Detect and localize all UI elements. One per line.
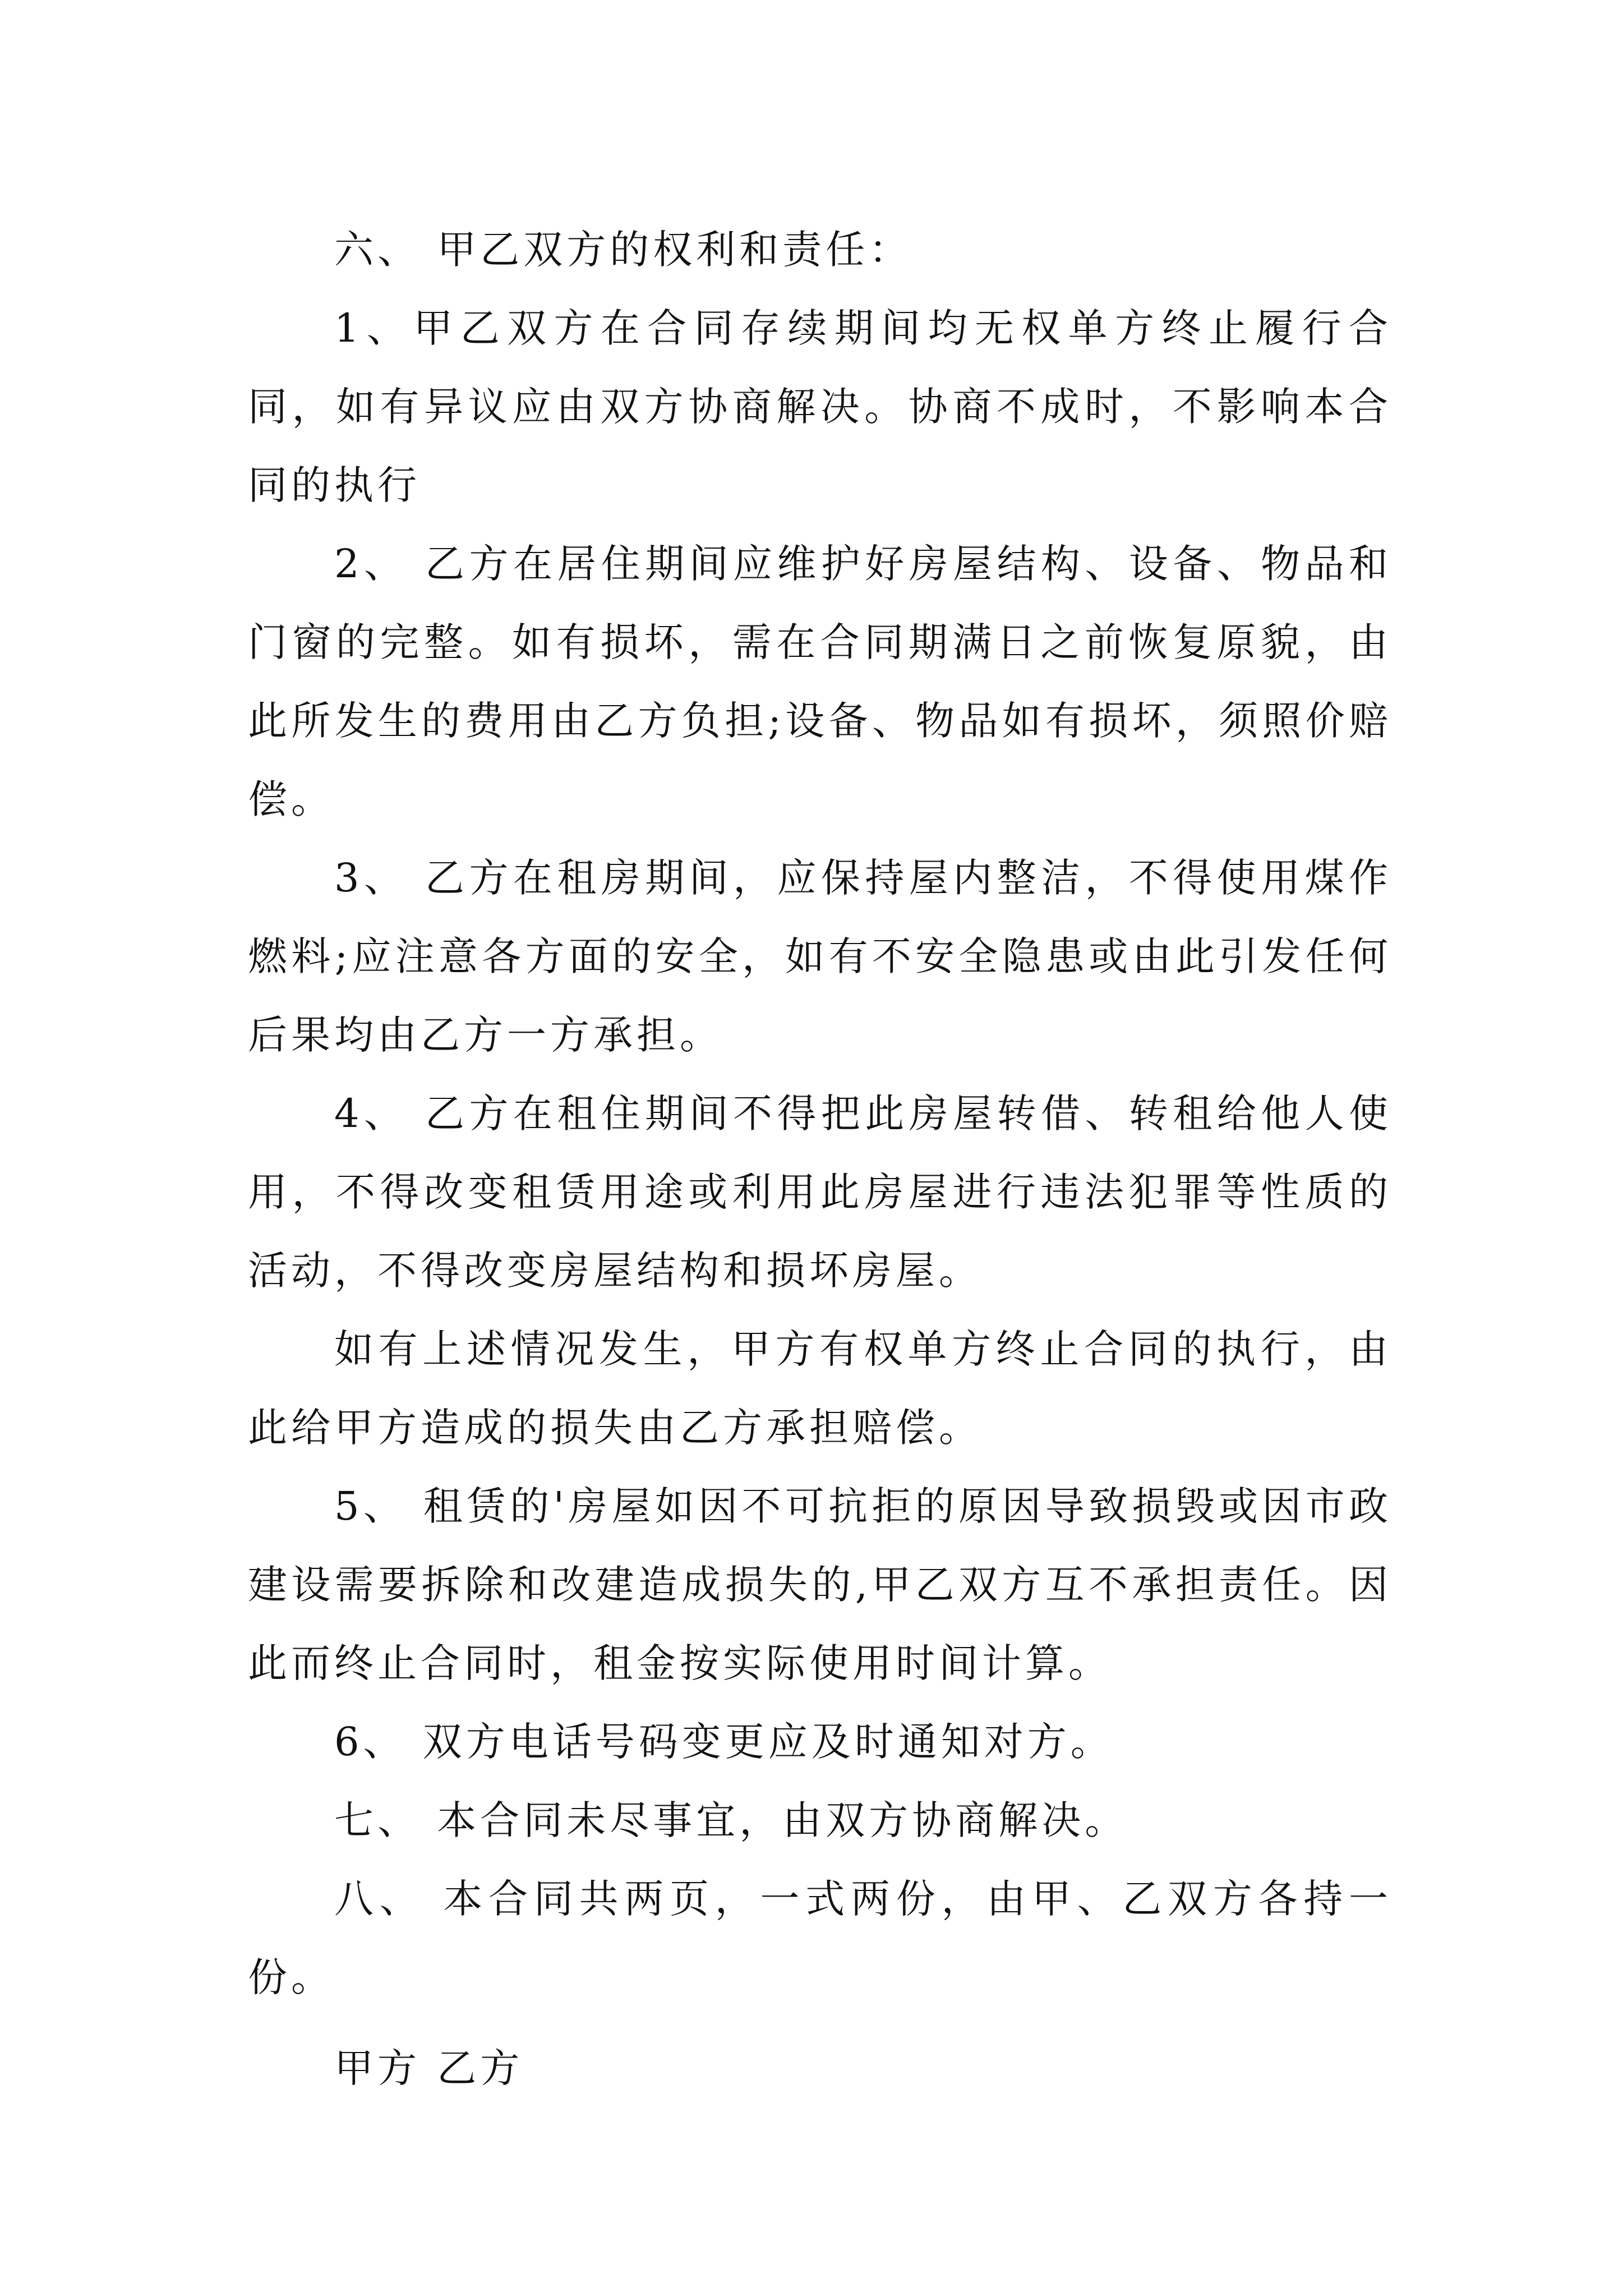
section-six-heading: 六、 甲乙双方的权利和责任： (334, 227, 912, 273)
clause-1-paragraph: 1、甲乙双方在合同存续期间均无权单方终止履行合同，如有异议应由双方协商解决。协商不成时，不影响本合同的执行 (248, 305, 1392, 508)
signature-line: 甲方 乙方 (334, 2045, 524, 2091)
section-eight-paragraph: 八、 本合同共两页，一式两份，由甲、乙双方各持一份。 (248, 1876, 1392, 2000)
clause-2-paragraph: 2、 乙方在居住期间应维护好房屋结构、设备、物品和门窗的完整。如有损坏，需在合同期满日之前恢复原貌，由此所发生的费用由乙方负担;设备、物品如有损坏，须照价赔偿。 (248, 541, 1392, 822)
clause-3-paragraph: 3、 乙方在租房期间，应保持屋内整洁，不得使用煤作燃料;应注意各方面的安全，如有不安全隐患或由此引发任何后果均由乙方一方承担。 (248, 855, 1392, 1058)
clause-5-paragraph: 5、 租赁的'房屋如因不可抗拒的原因导致损毁或因市政建设需要拆除和改建造成损失的,甲乙双方互不承担责任。因此而终止合同时，租金按实际使用时间计算。 (248, 1483, 1392, 1686)
clause-4-note-paragraph: 如有上述情况发生，甲方有权单方终止合同的执行，由此给甲方造成的损失由乙方承担赔偿。 (248, 1326, 1392, 1451)
clause-6-paragraph: 6、 双方电话号码变更应及时通知对方。 (334, 1719, 1114, 1765)
clause-4-paragraph: 4、 乙方在租住期间不得把此房屋转借、转租给他人使用，不得改变租赁用途或利用此房屋进行违法犯罪等性质的活动，不得改变房屋结构和损坏房屋。 (248, 1091, 1392, 1294)
section-seven-paragraph: 七、 本合同未尽事宜，由双方协商解决。 (334, 1797, 1128, 1843)
document-body (248, 210, 1392, 2108)
